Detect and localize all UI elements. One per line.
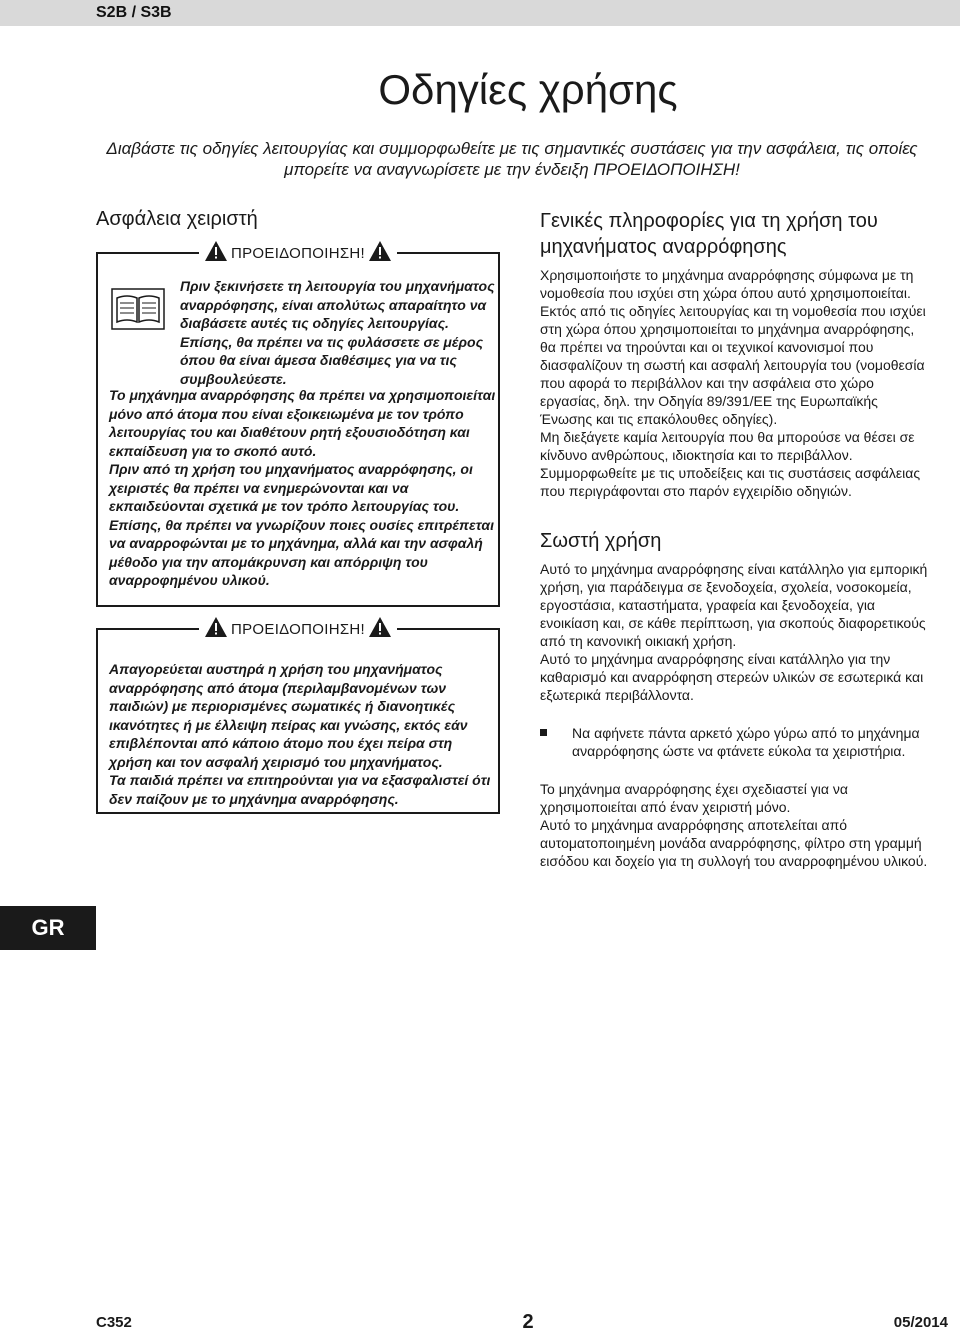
general-info-paragraph-1: Χρησιμοποιήστε το μηχάνημα αναρρόφησης σύμφωνα με τη νομοθεσία που ισχύει στη χώρα όπου αυτό χρησιμοποιείται. bbox=[540, 267, 914, 301]
warning-triangle-icon bbox=[205, 617, 227, 637]
warning1-lower-text bbox=[109, 386, 497, 590]
warning1-paragraph-training: Πριν από τη χρήση του μηχανήματος αναρρόφησης, οι χειριστές θα πρέπει να ενημερώνονται και να εκπαιδεύονται σχετικά με τον τρόπο λειτουργίας του. Επίσης, θα πρέπει να γνωρίζουν ποιες ουσίες επιτρέπεται να αναρροφώνται με το μηχάνημα, αλλά και την ασφαλή μέθοδο για την απομάκρυνση και απόρριψη του αναρροφημένου υλικού. bbox=[109, 461, 494, 588]
general-info-paragraph-2: Εκτός από τις οδηγίες λειτουργίας και τη νομοθεσία που ισχύει στη χώρα όπου χρησιμοποιείται το μηχάνημα αναρρόφησης, θα πρέπει να τηρούνται και οι τεχνικοί κανονισμοί που διασφαλίζουν τη σωστή και ασφαλή λειτουργία του (νομοθεσία που αφορά το περιβάλλον και την ασφάλεια στο χώρο εργασίας, δηλ. την Οδηγία 89/391/ΕΕ της Ευρωπαϊκής Ένωσης και τις επακόλουθες οδηγίες). bbox=[540, 303, 926, 427]
footer-date: 05/2014 bbox=[893, 1314, 948, 1331]
warning-box-2 bbox=[96, 621, 500, 814]
operator-safety-heading: Ασφάλεια χειριστή bbox=[96, 208, 258, 230]
general-info-heading: Γενικές πληροφορίες για τη χρήση του μηχανήματος αναρρόφησης bbox=[540, 210, 878, 258]
warning2-paragraph-prohibition: Απαγορεύεται αυστηρά η χρήση του μηχανήματος αναρρόφησης από άτομα (περιλαμβανομένων των παιδιών) με περιορισμένες σωματικές ή διανοητικές ικανότητες ή με έλλειψη πείρας και γνώσης, εκτός εάν επιβλέπονται από κάποιο άτομο που έχει πείρα στη χρήση και τον ασφαλή χειρισμό του μηχανήματος. bbox=[109, 661, 468, 770]
open-book-icon bbox=[111, 288, 165, 330]
page-title: Οδηγίες χρήσης bbox=[378, 66, 678, 113]
warning-box-1 bbox=[96, 245, 500, 607]
operator-info-paragraph-2: Αυτό το μηχάνημα αναρρόφησης αποτελείται από αυτοματοποιημένη μονάδα αναρρόφησης, φίλτρο στη γραμμή εισόδου και δοχείο για τη συλλογή του αναρροφημένου υλικού. bbox=[540, 817, 928, 869]
bullet-text: Να αφήνετε πάντα αρκετό χώρο γύρω από το μηχάνημα αναρρόφησης ώστε να φτάνετε εύκολα τα χειριστήρια. bbox=[572, 725, 920, 759]
general-info-text bbox=[540, 266, 932, 500]
warning-triangle-icon bbox=[205, 241, 227, 261]
warning-triangle-icon bbox=[369, 241, 391, 261]
intro-text: Διαβάστε τις οδηγίες λειτουργίας και συμμορφωθείτε με τις σημαντικές συστάσεις για την ασφάλεια, τις οποίες μπορείτε να αναγνωρίσετε με την ένδειξη ΠΡΟΕΙΔΟΠΟΙΗΣΗ! bbox=[106, 139, 918, 179]
correct-use-paragraph-2: Αυτό το μηχάνημα αναρρόφησης είναι κατάλληλο για την καθαρισμό και αναρρόφηση στερεών υλικών σε εσωτερικά και εξωτερικά περιβάλλοντα. bbox=[540, 651, 924, 703]
warning-title-1 bbox=[98, 241, 498, 263]
header-model-label: S2B / S3B bbox=[96, 4, 172, 21]
warning-label-2: ΠΡΟΕΙΔΟΠΟΙΗΣΗ! bbox=[230, 621, 366, 638]
footer-code: C352 bbox=[96, 1314, 132, 1331]
correct-use-paragraph-1: Αυτό το μηχάνημα αναρρόφησης είναι κατάλληλο για εμπορική χρήση, για παράδειγμα σε ξενοδοχεία, σχολεία, νοσοκομεία, εργοστάσια, καταστήματα, γραφεία και ξενοδοχεία, για ενοικίαση και, σε κάθε περίπτωση, για σκοπούς διαφορετικούς από τη κανονική οικιακή χρήση. bbox=[540, 561, 928, 649]
warning-triangle-icon bbox=[369, 617, 391, 637]
warning2-paragraph-children: Τα παιδιά πρέπει να επιτηρούνται για να εξασφαλιστεί ότι δεν παίζουν με το μηχάνημα αναρρόφησης. bbox=[109, 772, 491, 807]
warning1-paragraph-operators: Το μηχάνημα αναρρόφησης θα πρέπει να χρησιμοποιείται μόνο από άτομα που είναι εξοικειωμένα με τον τρόπο λειτουργίας του και διαθέτουν ρητή εξουσιοδότηση και εκπαίδευση για το σκοπό αυτό. bbox=[109, 387, 496, 459]
operator-info-text bbox=[540, 780, 932, 870]
warning-label-1: ΠΡΟΕΙΔΟΠΟΙΗΣΗ! bbox=[230, 245, 366, 262]
general-info-paragraph-3: Μη διεξάγετε καμία λειτουργία που θα μπορούσε να θέσει σε κίνδυνο ανθρώπους, ιδιοκτησία και το περιβάλλον. bbox=[540, 429, 915, 463]
language-tab: GR bbox=[0, 906, 96, 950]
general-info-paragraph-4: Συμμορφωθείτε με τις υποδείξεις και τις συστάσεις ασφάλειας που περιγράφονται στο παρόν εγχειρίδιο οδηγιών. bbox=[540, 465, 921, 499]
warning2-text bbox=[109, 660, 497, 808]
page-number: 2 bbox=[522, 1311, 534, 1333]
correct-use-heading: Σωστή χρήση bbox=[540, 530, 662, 552]
bullet-square-icon bbox=[540, 729, 547, 736]
operator-info-paragraph-1: Το μηχάνημα αναρρόφησης έχει σχεδιαστεί για να χρησιμοποιείται από έναν χειριστή μόνο. bbox=[540, 781, 848, 815]
correct-use-text bbox=[540, 560, 932, 704]
warning1-upper-text: Πριν ξεκινήσετε τη λειτουργία του μηχανήματος αναρρόφησης, είναι απολύτως απαραίτητο να διαβάσετε αυτές τις οδηγίες λειτουργίας. Επίσης, θα πρέπει να τις φυλάσσετε σε μέρος όπου θα είναι άμεσα διαθέσιμες για να τις συμβουλεύεστε. bbox=[180, 278, 495, 387]
warning-title-2 bbox=[98, 617, 498, 639]
